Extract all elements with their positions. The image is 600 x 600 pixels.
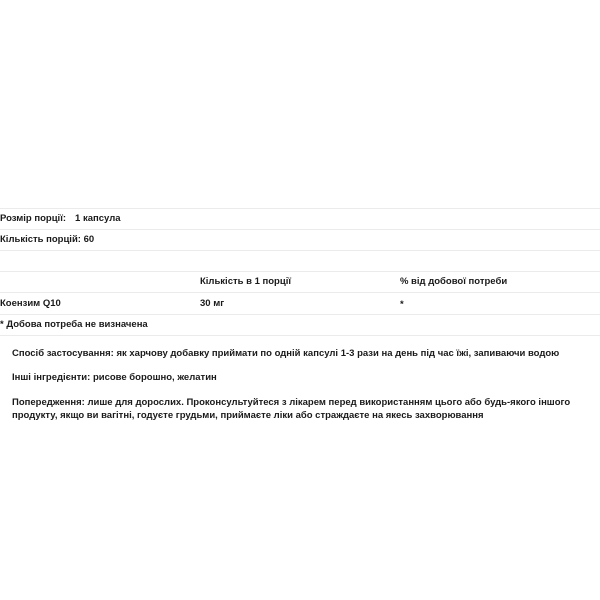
body-copy (0, 347, 600, 423)
header-nutrient-cell (0, 272, 200, 293)
paragraph-gap-2 (12, 385, 588, 396)
table-row (0, 293, 600, 315)
paragraph-gap-1 (12, 360, 588, 371)
other-ingredients-text: Інші інгредієнти: рисове борошно, желатин (12, 372, 217, 384)
serving-size-value: 1 капсула (75, 213, 121, 225)
header-daily-value-cell: % від добової потреби (399, 276, 508, 288)
supplement-facts-table (0, 208, 600, 336)
warning-text: Попередження: лише для дорослих. Проконсультуйтеся з лікарем перед використанням цього або будь-якого іншого продукту, якщо ви вагітні, годуєте грудьми, приймаєте ліки або страждаєте на якесь захворювання (12, 396, 571, 422)
serving-size-label: Розмір порції: (0, 213, 67, 225)
servings-per-container-row (0, 230, 600, 251)
table-spacer-row (0, 251, 600, 272)
nutrient-name-cell: Коензим Q10 (0, 297, 61, 309)
table-header-row (0, 272, 600, 293)
nutrient-amount-cell: 30 мг (199, 297, 225, 309)
servings-per-container-cell: Кількість порцій: 60 (0, 234, 95, 246)
directions-text: Спосіб застосування: як харчову добавку приймати по одній капсулі 1-3 рази на день під час їжі, запиваючи водою (12, 348, 560, 359)
serving-size-cell (0, 209, 600, 230)
nutrient-daily-value-cell: * (399, 298, 404, 310)
top-blank-area (0, 0, 600, 208)
header-amount-cell: Кількість в 1 порції (199, 276, 292, 288)
table-spacer-cell (0, 251, 600, 272)
gap-below-table (0, 336, 600, 347)
daily-value-footnote: * Добова потреба не визначена (0, 319, 148, 331)
footnote-row (0, 315, 600, 336)
serving-size-row (0, 209, 600, 230)
